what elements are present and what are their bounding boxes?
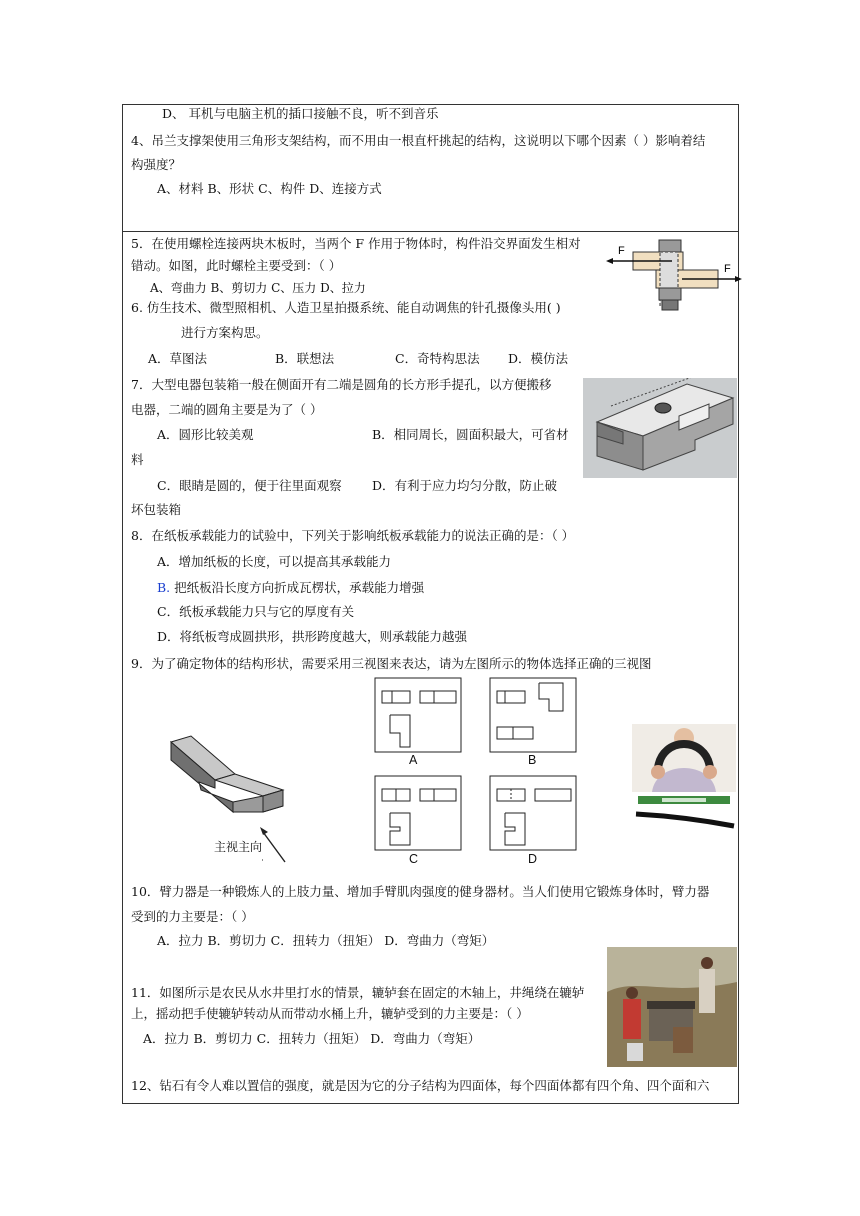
q4-stem-line2: 构强度？ bbox=[131, 157, 182, 172]
q10-stem-line1: 10．臂力器是一种锻炼人的上肢力量、增加手臂肌肉强度的健身器材。当人们使用它锻炼身体时，臂力器 bbox=[131, 884, 710, 899]
q8-option-b-letter: B. bbox=[157, 580, 171, 595]
q5-options: A、弯曲力 B、剪切力 C、压力 D、拉力 bbox=[150, 281, 366, 295]
q10-options: A．拉力 B．剪切力 C．扭转力（扭矩） D．弯曲力（弯矩） bbox=[157, 933, 495, 948]
q7-option-d: D．有利于应力均匀分散，防止破 bbox=[372, 478, 558, 493]
q6-option-b: B．联想法 bbox=[275, 351, 335, 366]
q8-option-d: D．将纸板弯成圆拱形，拱形跨度越大，则承载能力越强 bbox=[157, 629, 468, 644]
view-option-c bbox=[374, 775, 464, 865]
force-label-right: F bbox=[724, 263, 731, 275]
force-label-left: F bbox=[618, 245, 625, 257]
q6-stem-line1: 6. 仿生技术、微型照相机、人造卫星拍摄系统、能自动调焦的针孔摄像头用( ) bbox=[131, 300, 561, 315]
q5-stem-line1: 5．在使用螺栓连接两块木板时，当两个 F 作用于物体时，构件沿交界面发生相对 bbox=[131, 236, 581, 251]
box-handle-figure bbox=[583, 378, 737, 478]
table-cell-top bbox=[122, 104, 739, 232]
q4-stem-line1: 4、吊兰支撑架使用三角形支架结构，而不用由一根直杆挑起的结构，这说明以下哪个因素（ ）影响着结 bbox=[131, 133, 706, 148]
q8-option-c: C．纸板承载能力只与它的厚度有关 bbox=[157, 604, 355, 619]
q10-stem-line2: 受到的力主要是：（ ） bbox=[131, 909, 254, 924]
q3-option-d: D、 耳机与电脑主机的插口接触不良，听不到音乐 bbox=[162, 106, 439, 121]
q7-stem-line2: 电器，二端的圆角主要是为了（ ） bbox=[131, 402, 323, 417]
view-direction-label: 主视主向 bbox=[214, 840, 263, 854]
well-windlass-photo bbox=[607, 947, 737, 1067]
q11-options: A．拉力 B．剪切力 C．扭转力（扭矩） D．弯曲力（弯矩） bbox=[143, 1031, 481, 1046]
view-option-b-label: B bbox=[528, 753, 537, 767]
q5-stem-line2: 错动。如图，此时螺栓主要受到：（ ） bbox=[131, 258, 342, 273]
q6-option-c: C．奇特构思法 bbox=[395, 351, 480, 366]
q11-stem-line1: 11．如图所示是农民从水井里打水的情景，辘轳套在固定的木轴上，井绳绕在辘轳 bbox=[131, 985, 585, 1000]
q9-stem: 9．为了确定物体的结构形状，需要采用三视图来表达，请为左图所示的物体选择正确的三视图 bbox=[131, 656, 652, 671]
q6-option-a: A．草图法 bbox=[148, 351, 208, 366]
q7-option-b-cont: 料 bbox=[131, 452, 144, 467]
view-option-c-label: C bbox=[409, 852, 419, 866]
q6-option-d: D．模仿法 bbox=[508, 351, 569, 366]
q4-options: A、材料 B、形状 C、构件 D、连接方式 bbox=[157, 181, 382, 196]
q8-stem: 8．在纸板承载能力的试验中，下列关于影响纸板承载能力的说法正确的是：（ ） bbox=[131, 528, 575, 543]
q7-option-b: B．相同周长，圆面积最大，可省材 bbox=[372, 427, 569, 442]
q6-stem-line2: 进行方案构思。 bbox=[181, 325, 269, 340]
q7-option-d-cont: 坏包装箱 bbox=[131, 502, 182, 517]
q7-stem-line1: 7．大型电器包装箱一般在侧面开有二端是圆角的长方形手提孔，以方便搬移 bbox=[131, 377, 552, 392]
q8-option-b-text: 把纸板沿长度方向折成瓦楞状，承载能力增强 bbox=[170, 580, 425, 595]
view-option-d-label: D bbox=[528, 852, 538, 866]
q11-stem-line2: 上，摇动把手使辘轳转动从而带动水桶上升，辘轳受到的力主要是：（ ） bbox=[131, 1006, 529, 1021]
q12-stem: 12、钻石有令人难以置信的强度，就是因为它的分子结构为四面体，每个四面体都有四个角、四个面和六 bbox=[131, 1078, 710, 1093]
view-option-a-label: A bbox=[409, 753, 418, 767]
q8-option-a: A．增加纸板的长度，可以提高其承载能力 bbox=[157, 554, 392, 569]
q7-option-c: C．眼睛是圆的，便于往里面观察 bbox=[157, 478, 342, 493]
bolt-shear-figure bbox=[604, 238, 744, 316]
view-option-a bbox=[374, 677, 464, 767]
arm-exerciser-photo bbox=[632, 724, 736, 834]
q7-option-a: A．圆形比较美观 bbox=[157, 427, 254, 442]
q8-option-b bbox=[157, 580, 424, 596]
